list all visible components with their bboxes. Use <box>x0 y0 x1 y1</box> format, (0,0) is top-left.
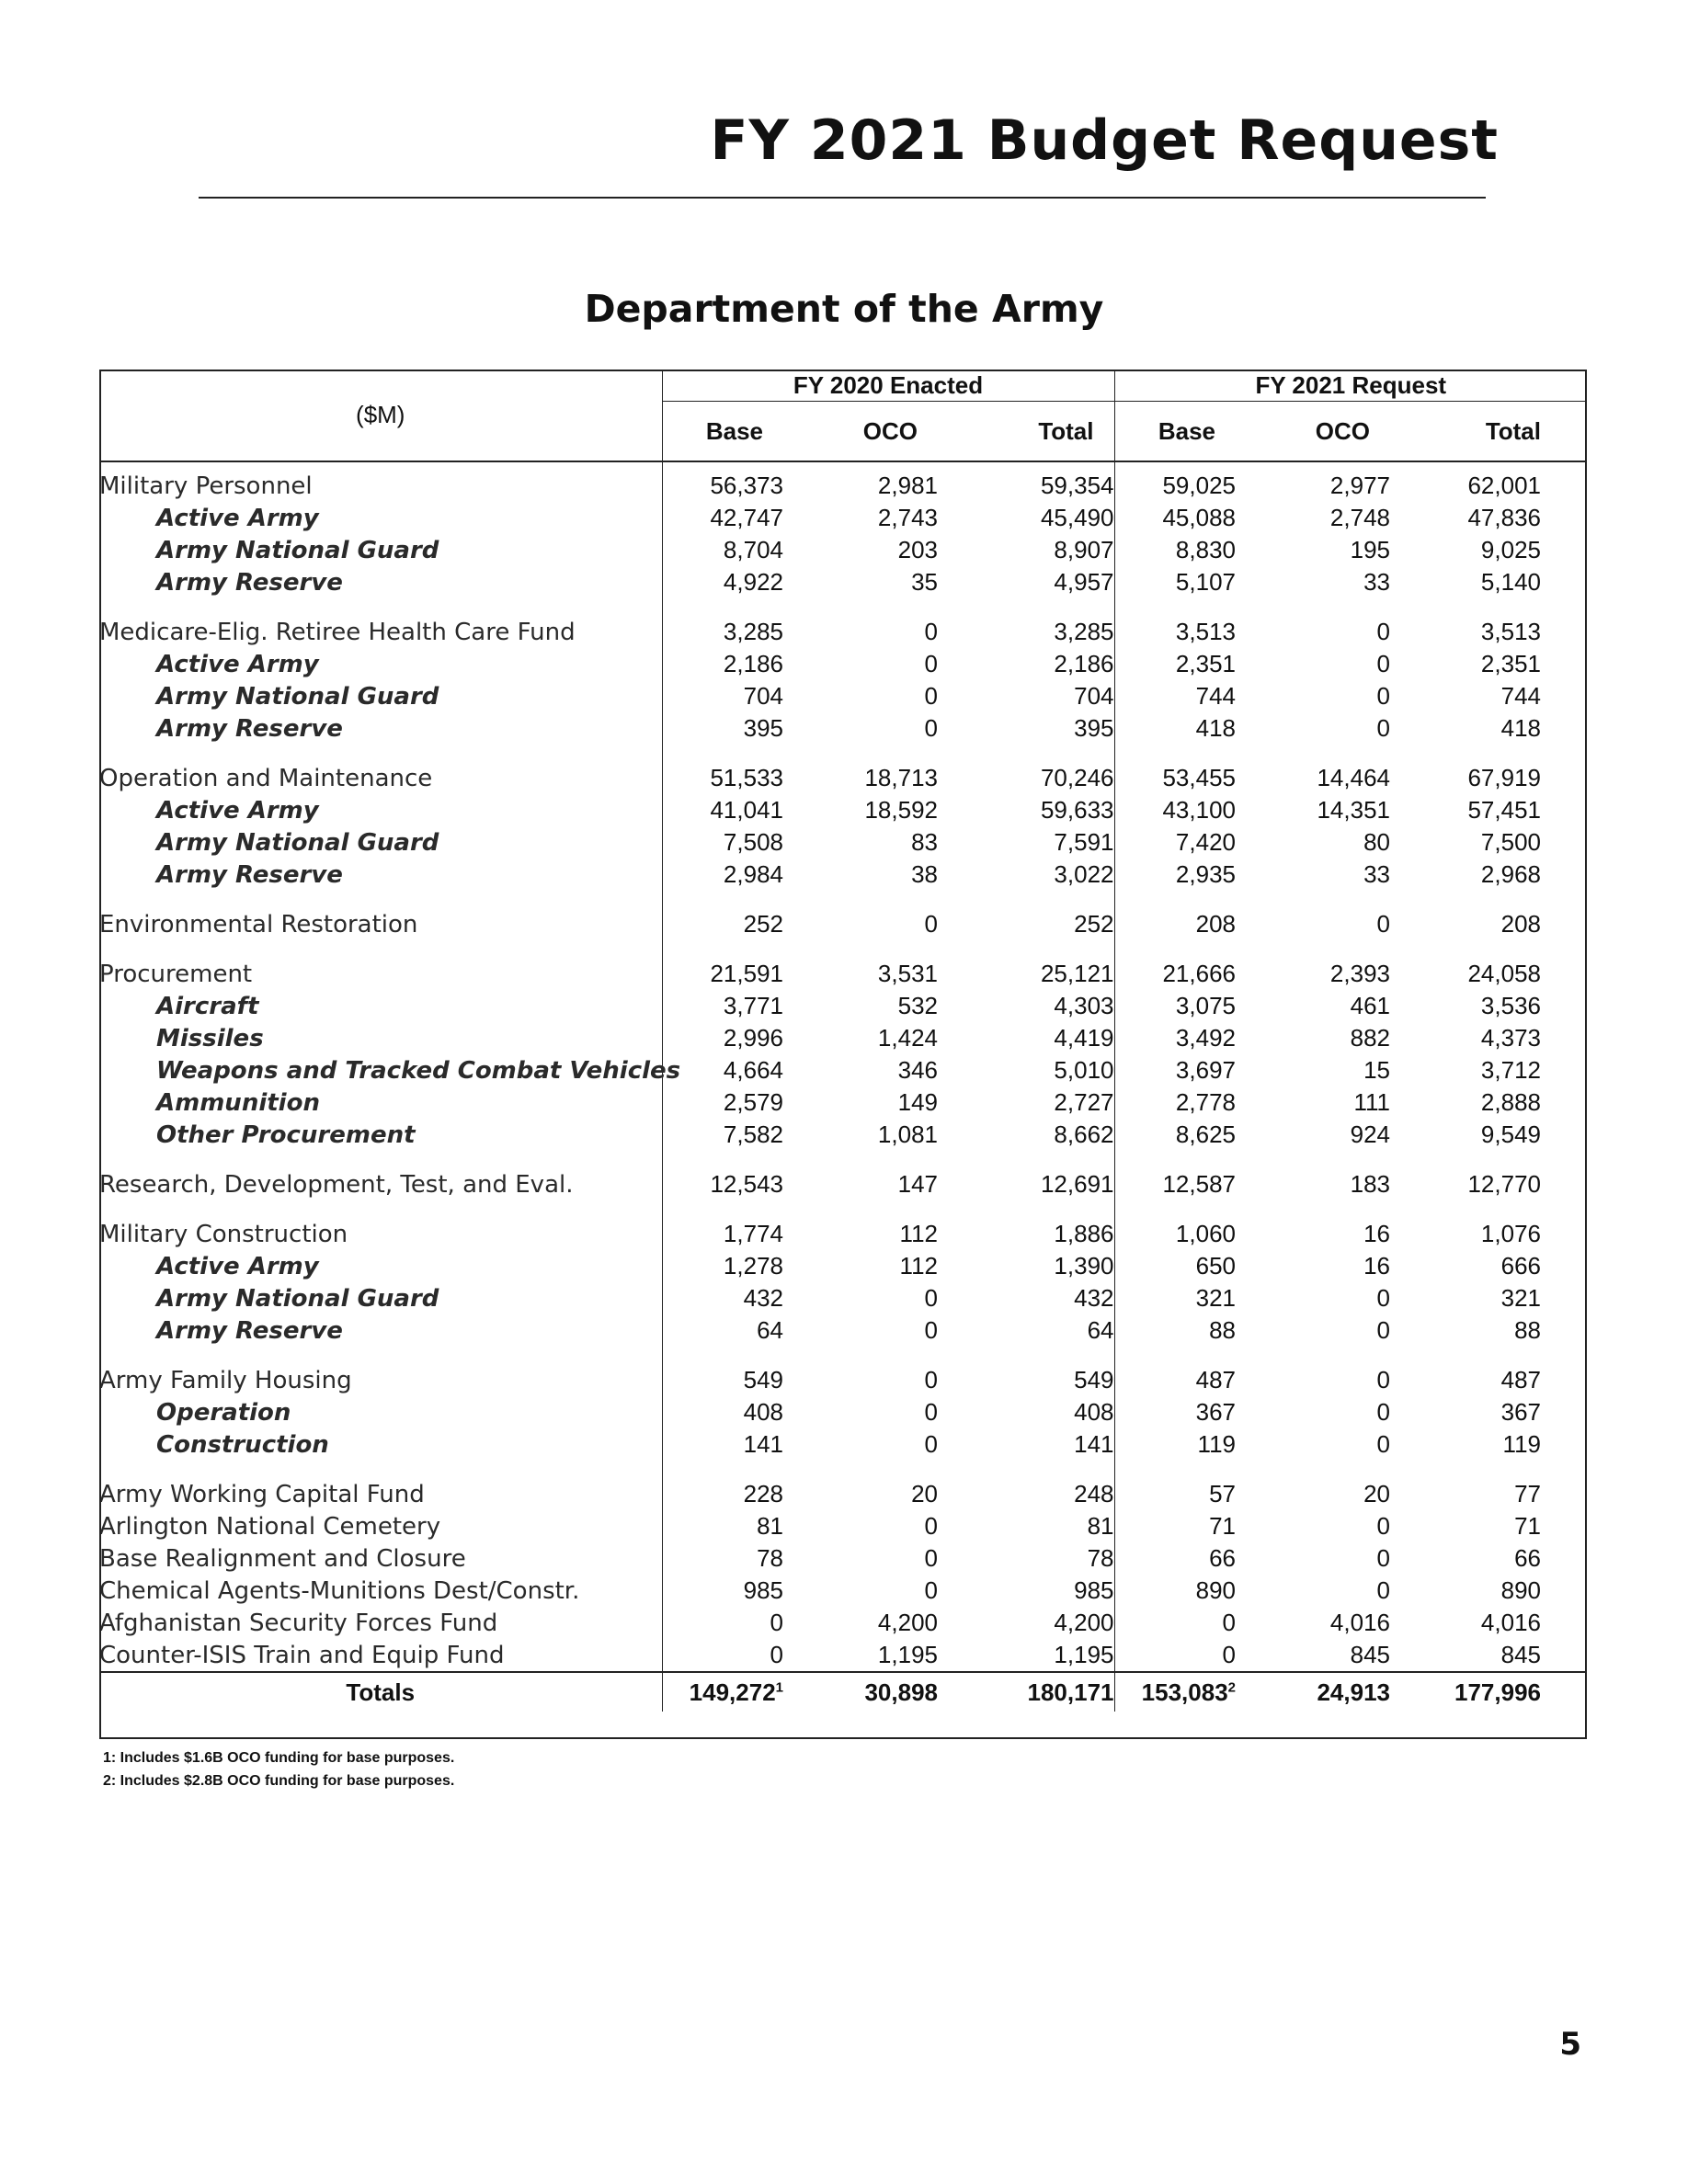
value-cell: 56,373 <box>710 472 783 499</box>
value-cell: 51,533 <box>710 764 783 791</box>
value-cell: 208 <box>1500 910 1541 938</box>
value-cell: 704 <box>743 682 783 710</box>
value-cell: 0 <box>924 1366 938 1393</box>
value-cell: 2,778 <box>1175 1088 1236 1116</box>
value-cell: 9,549 <box>1480 1120 1541 1148</box>
value-cell: 4,016 <box>1329 1609 1390 1636</box>
value-cell: 0 <box>1376 1576 1390 1604</box>
value-cell: 8,662 <box>938 1119 1114 1151</box>
value-cell: 1,060 <box>1175 1220 1236 1247</box>
value-cell: 252 <box>938 908 1114 940</box>
value-cell: 321 <box>1195 1284 1236 1312</box>
value-cell: 24,058 <box>1467 960 1541 987</box>
value-cell: 532 <box>897 992 938 1019</box>
table-row <box>99 762 1587 794</box>
value-cell: 0 <box>924 1398 938 1426</box>
value-cell: 12,770 <box>1467 1170 1541 1198</box>
table-subrow <box>99 859 1587 891</box>
value-cell: 3,513 <box>1175 618 1236 645</box>
value-cell: 183 <box>1350 1170 1390 1198</box>
totals-cell: 153,083$^2$ <box>1114 1672 1236 1712</box>
totals-cell: 24,913 <box>1236 1672 1390 1712</box>
value-cell: 8,625 <box>1175 1120 1236 1148</box>
table-row <box>99 1607 1587 1639</box>
value-cell: 57 <box>1209 1480 1236 1507</box>
value-cell: 4,922 <box>723 568 783 596</box>
totals-cell: 149,272$^1$ <box>662 1672 783 1712</box>
spacer-row <box>99 745 1587 762</box>
row-label: Weapons and Tracked Combat Vehicles <box>99 1054 662 1086</box>
table-subrow <box>99 1086 1587 1119</box>
value-cell: 2,351 <box>1175 650 1236 677</box>
value-cell: 20 <box>1363 1480 1390 1507</box>
value-cell: 66 <box>1514 1544 1541 1572</box>
value-cell: 1,774 <box>723 1220 783 1247</box>
value-cell: 38 <box>911 860 938 888</box>
value-cell: 0 <box>1376 1512 1390 1540</box>
col-header-fy2020-total: Total <box>938 402 1114 462</box>
value-cell: 0 <box>1222 1609 1236 1636</box>
table-subrow <box>99 680 1587 712</box>
row-label: Active Army <box>99 1250 662 1282</box>
value-cell: 3,285 <box>938 616 1114 648</box>
value-cell: 1,081 <box>877 1120 938 1148</box>
value-cell: 83 <box>911 828 938 856</box>
value-cell: 4,664 <box>723 1056 783 1084</box>
row-label: Army National Guard <box>99 534 662 566</box>
value-cell: 0 <box>924 618 938 645</box>
value-cell: 77 <box>1514 1480 1541 1507</box>
value-cell: 71 <box>1209 1512 1236 1540</box>
row-label: Medicare-Elig. Retiree Health Care Fund <box>99 616 662 648</box>
value-cell: 14,464 <box>1317 764 1390 791</box>
value-cell: 2,968 <box>1480 860 1541 888</box>
row-label: Active Army <box>99 794 662 826</box>
row-label: Army Working Capital Fund <box>99 1478 662 1510</box>
value-cell: 0 <box>924 1430 938 1458</box>
value-cell: 395 <box>938 712 1114 745</box>
value-cell: 47,836 <box>1467 504 1541 531</box>
row-label: Army National Guard <box>99 1282 662 1314</box>
row-label: Missiles <box>99 1022 662 1054</box>
value-cell: 3,536 <box>1480 992 1541 1019</box>
row-label: Army Reserve <box>99 566 662 598</box>
row-label: Military Personnel <box>99 461 662 502</box>
value-cell: 64 <box>757 1316 783 1344</box>
table-row <box>99 908 1587 940</box>
value-cell: 3,022 <box>938 859 1114 891</box>
value-cell: 2,748 <box>1329 504 1390 531</box>
value-cell: 42,747 <box>710 504 783 531</box>
value-cell: 33 <box>1363 860 1390 888</box>
value-cell: 0 <box>1376 650 1390 677</box>
col-header-fy2021-base: Base <box>1114 402 1236 462</box>
value-cell: 367 <box>1500 1398 1541 1426</box>
value-cell: 2,935 <box>1175 860 1236 888</box>
value-cell: 0 <box>924 682 938 710</box>
value-cell: 141 <box>938 1428 1114 1461</box>
value-cell: 2,977 <box>1329 472 1390 499</box>
value-cell: 0 <box>1376 1316 1390 1344</box>
value-cell: 2,351 <box>1480 650 1541 677</box>
table-row <box>99 1510 1587 1542</box>
value-cell: 248 <box>938 1478 1114 1510</box>
value-cell: 2,393 <box>1329 960 1390 987</box>
value-cell: 882 <box>1350 1024 1390 1052</box>
value-cell: 650 <box>1195 1252 1236 1280</box>
value-cell: 12,543 <box>710 1170 783 1198</box>
value-cell: 0 <box>924 1512 938 1540</box>
row-label: Army Reserve <box>99 859 662 891</box>
value-cell: 0 <box>1222 1641 1236 1668</box>
unit-label: ($M) <box>99 370 662 461</box>
spacer-row <box>99 1200 1587 1218</box>
row-label: Procurement <box>99 958 662 990</box>
group-header-fy2021: FY 2021 Request <box>1114 370 1587 402</box>
value-cell: 0 <box>924 1576 938 1604</box>
value-cell: 461 <box>1350 992 1390 1019</box>
value-cell: 53,455 <box>1162 764 1236 791</box>
value-cell: 3,712 <box>1480 1056 1541 1084</box>
value-cell: 2,727 <box>938 1086 1114 1119</box>
value-cell: 64 <box>938 1314 1114 1347</box>
table-row <box>99 1364 1587 1396</box>
value-cell: 18,713 <box>864 764 938 791</box>
value-cell: 21,591 <box>710 960 783 987</box>
value-cell: 112 <box>899 1252 938 1280</box>
value-cell: 2,743 <box>877 504 938 531</box>
spacer-row <box>99 891 1587 908</box>
value-cell: 149 <box>897 1088 938 1116</box>
value-cell: 8,907 <box>938 534 1114 566</box>
value-cell: 70,246 <box>938 762 1114 794</box>
value-cell: 119 <box>1197 1430 1236 1458</box>
value-cell: 418 <box>1195 714 1236 742</box>
value-cell: 112 <box>899 1220 938 1247</box>
spacer-row <box>99 1347 1587 1364</box>
value-cell: 7,582 <box>723 1120 783 1148</box>
value-cell: 12,691 <box>938 1168 1114 1200</box>
page-title: FY 2021 Budget Request <box>710 108 1499 173</box>
value-cell: 0 <box>770 1641 783 1668</box>
col-header-fy2020-oco: OCO <box>783 402 938 462</box>
row-label: Research, Development, Test, and Eval. <box>99 1168 662 1200</box>
value-cell: 1,076 <box>1480 1220 1541 1247</box>
value-cell: 81 <box>757 1512 783 1540</box>
value-cell: 195 <box>1350 536 1390 563</box>
row-label: Base Realignment and Closure <box>99 1542 662 1575</box>
value-cell: 3,697 <box>1175 1056 1236 1084</box>
row-label: Operation and Maintenance <box>99 762 662 794</box>
value-cell: 45,490 <box>938 502 1114 534</box>
row-label: Environmental Restoration <box>99 908 662 940</box>
value-cell: 81 <box>938 1510 1114 1542</box>
value-cell: 4,419 <box>938 1022 1114 1054</box>
value-cell: 5,140 <box>1480 568 1541 596</box>
value-cell: 33 <box>1363 568 1390 596</box>
value-cell: 2,186 <box>723 650 783 677</box>
value-cell: 1,390 <box>938 1250 1114 1282</box>
value-cell: 18,592 <box>864 796 938 824</box>
table-row <box>99 1478 1587 1510</box>
value-cell: 985 <box>938 1575 1114 1607</box>
value-cell: 62,001 <box>1467 472 1541 499</box>
value-cell: 7,508 <box>723 828 783 856</box>
value-cell: 744 <box>1195 682 1236 710</box>
value-cell: 487 <box>1195 1366 1236 1393</box>
value-cell: 43,100 <box>1162 796 1236 824</box>
value-cell: 1,886 <box>938 1218 1114 1250</box>
totals-cell: 30,898 <box>783 1672 938 1712</box>
value-cell: 2,984 <box>723 860 783 888</box>
value-cell: 59,633 <box>938 794 1114 826</box>
value-cell: 0 <box>1376 1430 1390 1458</box>
value-cell: 0 <box>924 1284 938 1312</box>
section-title: Department of the Army <box>584 287 1104 331</box>
value-cell: 4,200 <box>877 1609 938 1636</box>
table-subrow <box>99 1396 1587 1428</box>
value-cell: 7,420 <box>1175 828 1236 856</box>
value-cell: 890 <box>1195 1576 1236 1604</box>
table-subrow <box>99 1250 1587 1282</box>
value-cell: 59,025 <box>1162 472 1236 499</box>
value-cell: 16 <box>1363 1220 1390 1247</box>
value-cell: 0 <box>1376 682 1390 710</box>
table-subrow <box>99 534 1587 566</box>
value-cell: 14,351 <box>1317 796 1390 824</box>
value-cell: 59,354 <box>938 461 1114 502</box>
value-cell: 67,919 <box>1467 764 1541 791</box>
value-cell: 4,373 <box>1480 1024 1541 1052</box>
value-cell: 0 <box>924 910 938 938</box>
value-cell: 0 <box>1376 910 1390 938</box>
table-subrow <box>99 1282 1587 1314</box>
value-cell: 71 <box>1514 1512 1541 1540</box>
value-cell: 141 <box>743 1430 783 1458</box>
value-cell: 845 <box>1500 1641 1541 1668</box>
value-cell: 0 <box>924 1544 938 1572</box>
row-label: Arlington National Cemetery <box>99 1510 662 1542</box>
row-label: Active Army <box>99 648 662 680</box>
value-cell: 0 <box>1376 714 1390 742</box>
row-label: Army National Guard <box>99 826 662 859</box>
value-cell: 9,025 <box>1480 536 1541 563</box>
value-cell: 45,088 <box>1162 504 1236 531</box>
value-cell: 2,579 <box>723 1088 783 1116</box>
totals-cell: 177,996 <box>1390 1672 1587 1712</box>
value-cell: 66 <box>1209 1544 1236 1572</box>
row-label: Afghanistan Security Forces Fund <box>99 1607 662 1639</box>
value-cell: 21,666 <box>1162 960 1236 987</box>
value-cell: 487 <box>1500 1366 1541 1393</box>
table-row <box>99 461 1587 502</box>
value-cell: 5,010 <box>938 1054 1114 1086</box>
value-cell: 0 <box>1376 1366 1390 1393</box>
value-cell: 4,303 <box>938 990 1114 1022</box>
value-cell: 666 <box>1500 1252 1541 1280</box>
value-cell: 432 <box>743 1284 783 1312</box>
value-cell: 4,957 <box>938 566 1114 598</box>
table-row <box>99 1168 1587 1200</box>
table-subrow <box>99 1022 1587 1054</box>
row-label: Army Reserve <box>99 1314 662 1347</box>
table-subrow <box>99 990 1587 1022</box>
table-subrow <box>99 826 1587 859</box>
value-cell: 228 <box>743 1480 783 1507</box>
value-cell: 2,981 <box>877 472 938 499</box>
row-label: Other Procurement <box>99 1119 662 1151</box>
value-cell: 0 <box>924 714 938 742</box>
value-cell: 3,531 <box>877 960 938 987</box>
value-cell: 418 <box>1500 714 1541 742</box>
value-cell: 744 <box>1500 682 1541 710</box>
table-subrow <box>99 566 1587 598</box>
value-cell: 1,424 <box>877 1024 938 1052</box>
totals-cell: 180,171 <box>938 1672 1114 1712</box>
table-subrow <box>99 1054 1587 1086</box>
row-label: Army Family Housing <box>99 1364 662 1396</box>
value-cell: 80 <box>1363 828 1390 856</box>
value-cell: 346 <box>897 1056 938 1084</box>
col-header-fy2021-oco: OCO <box>1236 402 1390 462</box>
value-cell: 2,888 <box>1480 1088 1541 1116</box>
value-cell: 203 <box>897 536 938 563</box>
value-cell: 890 <box>1500 1576 1541 1604</box>
value-cell: 4,200 <box>938 1607 1114 1639</box>
table-row <box>99 1575 1587 1607</box>
value-cell: 78 <box>938 1542 1114 1575</box>
value-cell: 252 <box>743 910 783 938</box>
value-cell: 1,278 <box>723 1252 783 1280</box>
value-cell: 119 <box>1502 1430 1541 1458</box>
value-cell: 985 <box>743 1576 783 1604</box>
spacer-row <box>99 1461 1587 1478</box>
value-cell: 8,704 <box>723 536 783 563</box>
value-cell: 1,195 <box>877 1641 938 1668</box>
value-cell: 57,451 <box>1467 796 1541 824</box>
row-label: Ammunition <box>99 1086 662 1119</box>
value-cell: 408 <box>938 1396 1114 1428</box>
table-row <box>99 616 1587 648</box>
totals-label: Totals <box>99 1672 662 1712</box>
value-cell: 15 <box>1363 1056 1390 1084</box>
value-cell: 549 <box>743 1366 783 1393</box>
title-divider <box>199 197 1486 199</box>
totals-row <box>99 1672 1587 1712</box>
value-cell: 41,041 <box>710 796 783 824</box>
value-cell: 367 <box>1195 1398 1236 1426</box>
value-cell: 4,016 <box>1480 1609 1541 1636</box>
row-label: Operation <box>99 1396 662 1428</box>
value-cell: 25,121 <box>938 958 1114 990</box>
page-number: 5 <box>1559 2026 1581 2063</box>
table-body <box>99 461 1587 1672</box>
value-cell: 7,591 <box>938 826 1114 859</box>
value-cell: 549 <box>938 1364 1114 1396</box>
value-cell: 395 <box>743 714 783 742</box>
table-row <box>99 1639 1587 1672</box>
value-cell: 20 <box>911 1480 938 1507</box>
value-cell: 924 <box>1350 1120 1390 1148</box>
value-cell: 0 <box>1376 1544 1390 1572</box>
table-subrow <box>99 712 1587 745</box>
value-cell: 78 <box>757 1544 783 1572</box>
spacer-row <box>99 940 1587 958</box>
row-label: Aircraft <box>99 990 662 1022</box>
row-label: Army Reserve <box>99 712 662 745</box>
value-cell: 2,186 <box>938 648 1114 680</box>
value-cell: 845 <box>1350 1641 1390 1668</box>
footnote-1: 1: Includes $1.6B OCO funding for base purposes. <box>103 1750 455 1766</box>
value-cell: 3,285 <box>723 618 783 645</box>
row-label: Construction <box>99 1428 662 1461</box>
value-cell: 0 <box>924 1316 938 1344</box>
value-cell: 3,513 <box>1480 618 1541 645</box>
value-cell: 5,107 <box>1175 568 1236 596</box>
table-subrow <box>99 794 1587 826</box>
value-cell: 432 <box>938 1282 1114 1314</box>
value-cell: 12,587 <box>1162 1170 1236 1198</box>
row-label: Army National Guard <box>99 680 662 712</box>
value-cell: 0 <box>924 650 938 677</box>
table-row <box>99 958 1587 990</box>
value-cell: 35 <box>911 568 938 596</box>
value-cell: 704 <box>938 680 1114 712</box>
value-cell: 0 <box>770 1609 783 1636</box>
table-subrow <box>99 1314 1587 1347</box>
value-cell: 3,771 <box>723 992 783 1019</box>
value-cell: 111 <box>1353 1088 1390 1116</box>
value-cell: 3,075 <box>1175 992 1236 1019</box>
value-cell: 2,996 <box>723 1024 783 1052</box>
col-header-fy2021-total: Total <box>1390 402 1587 462</box>
row-label: Military Construction <box>99 1218 662 1250</box>
spacer-row <box>99 1151 1587 1168</box>
value-cell: 16 <box>1363 1252 1390 1280</box>
value-cell: 0 <box>1376 618 1390 645</box>
budget-table <box>99 370 1587 1712</box>
value-cell: 3,492 <box>1175 1024 1236 1052</box>
row-label: Chemical Agents-Munitions Dest/Constr. <box>99 1575 662 1607</box>
value-cell: 208 <box>1195 910 1236 938</box>
value-cell: 0 <box>1376 1398 1390 1426</box>
group-header-fy2020: FY 2020 Enacted <box>662 370 1114 402</box>
table-subrow <box>99 648 1587 680</box>
footnote-2: 2: Includes $2.8B OCO funding for base purposes. <box>103 1773 455 1789</box>
table-subrow <box>99 1428 1587 1461</box>
value-cell: 147 <box>897 1170 938 1198</box>
table-subrow <box>99 1119 1587 1151</box>
table-subrow <box>99 502 1587 534</box>
value-cell: 408 <box>743 1398 783 1426</box>
value-cell: 321 <box>1500 1284 1541 1312</box>
value-cell: 88 <box>1209 1316 1236 1344</box>
row-label: Counter-ISIS Train and Equip Fund <box>99 1639 662 1672</box>
table-row <box>99 1542 1587 1575</box>
value-cell: 0 <box>1376 1284 1390 1312</box>
spacer-row <box>99 598 1587 616</box>
row-label: Active Army <box>99 502 662 534</box>
value-cell: 8,830 <box>1175 536 1236 563</box>
table-row <box>99 1218 1587 1250</box>
value-cell: 1,195 <box>938 1639 1114 1672</box>
value-cell: 88 <box>1514 1316 1541 1344</box>
col-header-fy2020-base: Base <box>662 402 783 462</box>
value-cell: 7,500 <box>1480 828 1541 856</box>
